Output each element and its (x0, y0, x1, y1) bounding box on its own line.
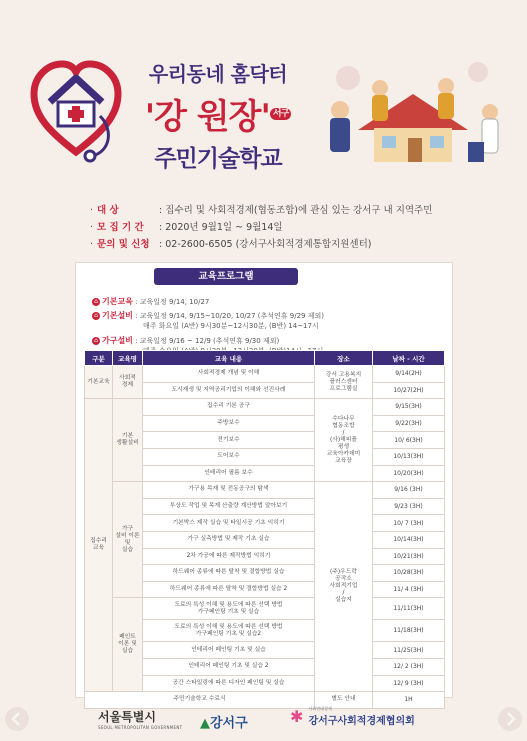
content-cell: 집수리 기본 공구 (143, 399, 315, 416)
place-cell: 별도 안내 (315, 692, 373, 709)
content-cell: 도료의 특성 이해 및 용도에 따른 선택 방법 가구페인팅 기초 및 실습2 (143, 620, 315, 642)
content-cell: 가구용 목재 및 전동공구의 탐색 (143, 482, 315, 499)
info-section (90, 202, 510, 253)
next-arrow-icon[interactable] (497, 706, 523, 732)
title-main: '강 원장' (144, 97, 270, 137)
col-header: 교육 내용 (143, 351, 315, 366)
col-header: 교육명 (113, 351, 143, 366)
place-cell: 수다나무 협동조합 / (사)해피플 평생 교육아카데미 교육장 (315, 399, 373, 482)
title-badge: 서구 (270, 108, 291, 120)
date-cell: 11/25(3H) (373, 642, 445, 659)
content-cell: 가구 실측방법 및 제작 기초 실습 (143, 531, 315, 548)
content-cell: 도시재생 및 지역공리기업의 이해와 선진사례 (143, 382, 315, 399)
course-cell: 사회적 경제 (113, 366, 143, 399)
content-cell: 2차 가공에 따른 제작방법 익히기 (143, 548, 315, 565)
bullet-icon: · (90, 239, 94, 250)
date-cell: 10/27(2H) (373, 382, 445, 399)
content-cell: 인테리어 필름 보수 (143, 465, 315, 482)
date-cell: 10/ 7 (3H) (373, 515, 445, 532)
col-header: 장소 (315, 351, 373, 366)
date-cell: 12/ 2 (3H) (373, 658, 445, 675)
table-row (85, 482, 445, 499)
content-cell: 사회적경제 개념 및 이해 (143, 366, 315, 383)
date-cell: 9/16 (3H) (373, 482, 445, 499)
info-contact: · 문의 및 신청 : 02-2600-6505 (강서구사회적경제통합지원센터) (90, 239, 372, 250)
date-cell: 11/ 4 (3H) (373, 581, 445, 598)
content-cell: 하드웨어 종류에 따른 탈착 및 결합방법 실습 (143, 565, 315, 582)
date-cell: 1H (373, 692, 445, 709)
title-line2 (118, 89, 318, 138)
title-line1: 우리동네 홈닥터 (148, 62, 288, 86)
date-cell: 11/11(3H) (373, 598, 445, 620)
date-cell: 9/15(3H) (373, 399, 445, 416)
program-table (84, 350, 445, 709)
title-line3: 주민기술학교 (154, 146, 282, 172)
date-cell: 10/13(3H) (373, 448, 445, 465)
schedule-furniture: ⌂ 가구설비 : 교육일정 9/16 ~ 12/9 (추석연휴 9/30 제외) (92, 335, 442, 357)
house-badge-icon: ⌂ (92, 312, 100, 320)
date-cell: 11/18(3H) (373, 620, 445, 642)
content-cell: 도료의 특성 이해 및 용도에 따른 선택 방법 가구페인팅 기초 및 실습 (143, 598, 315, 620)
heart-house-logo-icon (30, 56, 122, 166)
content-cell: 인테리어 페인팅 기초 및 실습 (143, 642, 315, 659)
content-cell: 하드웨어 종류에 따른 탈착 및 결합방법 실습 2 (143, 581, 315, 598)
info-period: · 모 집 기 간 : 2020년 9월1일 ~ 9월14일 (90, 222, 283, 233)
prev-arrow-icon[interactable] (4, 706, 30, 732)
date-cell: 10/21(3H) (373, 548, 445, 565)
date-cell: 10/14(3H) (373, 531, 445, 548)
group-cell: 기본교육 (85, 366, 113, 399)
date-cell: 9/22(3H) (373, 415, 445, 432)
date-cell: 9/14(2H) (373, 366, 445, 383)
content-cell: 투상도 작업 및 목재 산출량 계산방법 알아보기 (143, 498, 315, 515)
bullet-icon: · (90, 205, 94, 216)
col-header: 구분 (85, 351, 113, 366)
table-row (85, 399, 445, 416)
group-cell: 집수리 교육 (85, 399, 113, 692)
course-cell: 페인트 이론 및 실습 (113, 598, 143, 692)
content-cell: 주민기술학교 수료식 (85, 692, 315, 709)
content-cell: 전기보수 (143, 432, 315, 449)
table-row (85, 366, 445, 383)
content-cell: 인테리어 페인팅 기초 및 실습 2 (143, 658, 315, 675)
content-cell: 공간 스타일링에 따른 디자인 페인팅 및 실습 (143, 675, 315, 692)
house-badge-icon: ⌂ (92, 298, 100, 306)
course-cell: 기본 생활설비 (113, 399, 143, 482)
schedule-basic-facility: ⌂ 기본설비 : 교육일정 9/14, 9/15~10/20, 10/27 (추석연휴 9/29 제외) 매주 화요일 (A반) 9시30분~12시30분, (B반) 14~17시 (92, 310, 442, 332)
house-badge-icon: ⌂ (92, 337, 100, 345)
seoul-logo: 서울특별시 SEOUL METROPOLITAN GOVERNMENT (98, 710, 183, 730)
place-cell: 강서 고용복지 플러스센터 프로그램실 (315, 366, 373, 399)
course-cell: 가구 설비 이론 및 실습 (113, 482, 143, 598)
workers-house-illustration-icon (318, 52, 508, 172)
schedule-basic-edu: ⌂ 기본교육 : 교육일정 9/14, 10/27 (92, 296, 442, 307)
edu-program-title: 교육프로그램 (154, 268, 298, 285)
date-cell: 12/ 9 (3H) (373, 675, 445, 692)
social-economy-logo: ✱ 사회연대경제 강서구사회적경제협의회 (290, 706, 415, 727)
date-cell: 10/28(3H) (373, 565, 445, 582)
star-mark-icon: ✱ (290, 707, 304, 726)
date-cell: 9/23 (3H) (373, 498, 445, 515)
info-target: · 대 상 : 집수리 및 사회적경제(협동조합)에 관심 있는 강서구 내 지역주민 (90, 205, 433, 216)
bullet-icon: · (90, 222, 94, 233)
table-row (85, 598, 445, 620)
gangseo-logo: ▲강서구 (200, 716, 248, 731)
content-cell: 주방보수 (143, 415, 315, 432)
content-cell: 도어보수 (143, 448, 315, 465)
date-cell: 10/ 6(3H) (373, 432, 445, 449)
date-cell: 10/20(3H) (373, 465, 445, 482)
place-cell: (주)우드락 공작소 사회적기업 / 실습지 (315, 482, 373, 692)
content-cell: 기본박스 제작 실습 및 타일시공 기초 익히기 (143, 515, 315, 532)
col-header: 날짜 - 시간 (373, 351, 445, 366)
gangseo-mark-icon: ▲ (200, 716, 210, 731)
title-block (118, 58, 318, 173)
